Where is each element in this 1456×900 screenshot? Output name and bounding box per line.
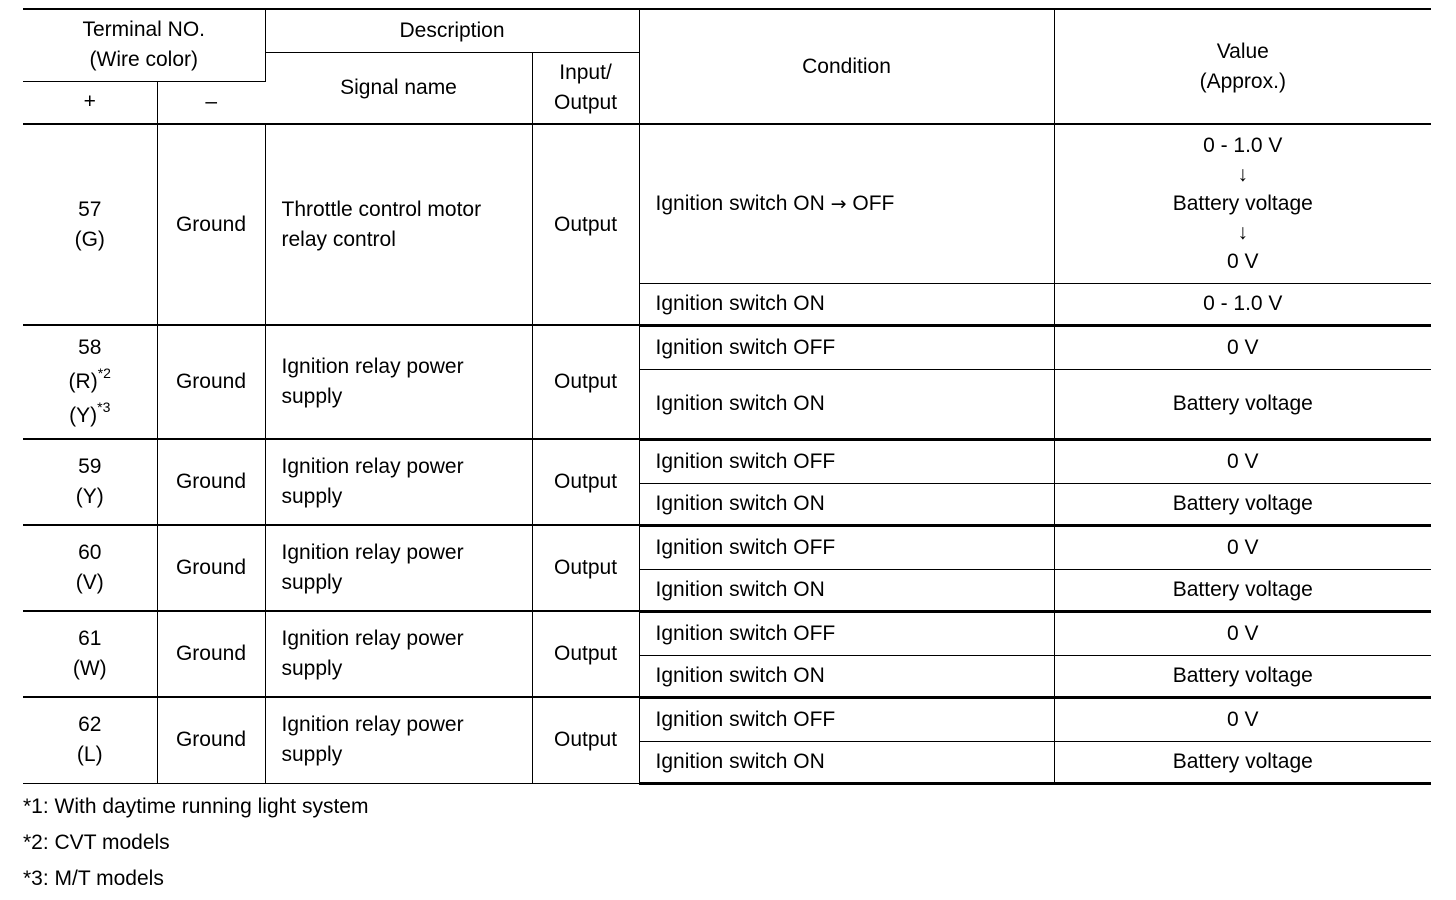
header-value: Value (Approx.) bbox=[1054, 9, 1431, 124]
value-cell: Battery voltage bbox=[1054, 741, 1431, 783]
ground-cell: Ground bbox=[157, 697, 265, 783]
terminal-group-59 bbox=[23, 439, 1431, 525]
header-description: Description bbox=[265, 9, 639, 52]
io-cell: Output bbox=[532, 525, 639, 611]
header-signal-name: Signal name bbox=[265, 52, 532, 124]
terminal-group-61 bbox=[23, 611, 1431, 697]
table-row bbox=[23, 697, 1431, 741]
condition-cell: Ignition switch OFF bbox=[639, 611, 1054, 655]
footnote: *2: CVT models bbox=[23, 831, 170, 854]
header-plus: + bbox=[23, 81, 157, 124]
value-cell: Battery voltage bbox=[1054, 369, 1431, 439]
value-cell: 0 V bbox=[1054, 525, 1431, 569]
condition-cell: Ignition switch OFF bbox=[639, 325, 1054, 369]
ground-cell: Ground bbox=[157, 525, 265, 611]
terminal-table bbox=[23, 8, 1431, 785]
condition-cell: Ignition switch ON → OFF bbox=[639, 124, 1054, 283]
io-cell: Output bbox=[532, 439, 639, 525]
value-cell: 0 V bbox=[1054, 325, 1431, 369]
condition-cell: Ignition switch OFF bbox=[639, 697, 1054, 741]
value-cell: Battery voltage bbox=[1054, 655, 1431, 697]
terminal-number-cell: 57 (G) bbox=[23, 124, 157, 325]
ground-cell: Ground bbox=[157, 325, 265, 439]
condition-cell: Ignition switch ON bbox=[639, 569, 1054, 611]
io-cell: Output bbox=[532, 697, 639, 783]
ground-cell: Ground bbox=[157, 611, 265, 697]
terminal-number-cell: 58 $(R)^{*2}$ $(Y)^{*3}$ bbox=[23, 325, 157, 439]
table-row bbox=[23, 525, 1431, 569]
value-cell: 0 V bbox=[1054, 697, 1431, 741]
right-arrow-icon: → bbox=[830, 192, 847, 215]
footnote: *3: M/T models bbox=[23, 867, 164, 890]
signal-name-cell: Ignition relay power supply bbox=[265, 439, 532, 525]
io-cell: Output bbox=[532, 124, 639, 325]
value-cell: 0 V bbox=[1054, 611, 1431, 655]
terminal-number-cell: 60 (V) bbox=[23, 525, 157, 611]
condition-cell: Ignition switch ON bbox=[639, 741, 1054, 783]
table-header bbox=[23, 9, 1431, 124]
header-terminal-no: Terminal NO. (Wire color) bbox=[23, 9, 265, 81]
value-cell: Battery voltage bbox=[1054, 569, 1431, 611]
terminal-number-cell: 59 (Y) bbox=[23, 439, 157, 525]
footnote: *1: With daytime running light system bbox=[23, 795, 369, 818]
header-input-output: Input/ Output bbox=[532, 52, 639, 124]
condition-cell: Ignition switch ON bbox=[639, 369, 1054, 439]
terminal-group-62 bbox=[23, 697, 1431, 783]
value-cell: 0 - 1.0 V bbox=[1054, 283, 1431, 325]
header-condition: Condition bbox=[639, 9, 1054, 124]
signal-name-cell: Ignition relay power supply bbox=[265, 697, 532, 783]
signal-name-cell: Ignition relay power supply bbox=[265, 325, 532, 439]
condition-cell: Ignition switch ON bbox=[639, 483, 1054, 525]
ground-cell: Ground bbox=[157, 439, 265, 525]
terminal-number-cell: 61 (W) bbox=[23, 611, 157, 697]
terminal-group-58 bbox=[23, 325, 1431, 439]
header-minus: – bbox=[157, 81, 265, 124]
table-row bbox=[23, 439, 1431, 483]
ground-cell: Ground bbox=[157, 124, 265, 325]
table-row bbox=[23, 124, 1431, 283]
down-arrow-icon: ↓ bbox=[1237, 220, 1249, 244]
signal-name-cell: Throttle control motor relay control bbox=[265, 124, 532, 325]
io-cell: Output bbox=[532, 325, 639, 439]
terminal-number-cell: 62 (L) bbox=[23, 697, 157, 783]
signal-name-cell: Ignition relay power supply bbox=[265, 525, 532, 611]
footnotes bbox=[23, 789, 368, 897]
table-row bbox=[23, 611, 1431, 655]
condition-cell: Ignition switch OFF bbox=[639, 439, 1054, 483]
value-cell: 0 V bbox=[1054, 439, 1431, 483]
condition-cell: Ignition switch OFF bbox=[639, 525, 1054, 569]
value-cell: 0 - 1.0 V ↓ Battery voltage ↓ 0 V bbox=[1054, 124, 1431, 283]
terminal-group-60 bbox=[23, 525, 1431, 611]
down-arrow-icon: ↓ bbox=[1237, 162, 1249, 186]
condition-cell: Ignition switch ON bbox=[639, 283, 1054, 325]
table-row bbox=[23, 325, 1431, 369]
io-cell: Output bbox=[532, 611, 639, 697]
signal-name-cell: Ignition relay power supply bbox=[265, 611, 532, 697]
condition-cell: Ignition switch ON bbox=[639, 655, 1054, 697]
value-cell: Battery voltage bbox=[1054, 483, 1431, 525]
terminal-group-57 bbox=[23, 124, 1431, 325]
